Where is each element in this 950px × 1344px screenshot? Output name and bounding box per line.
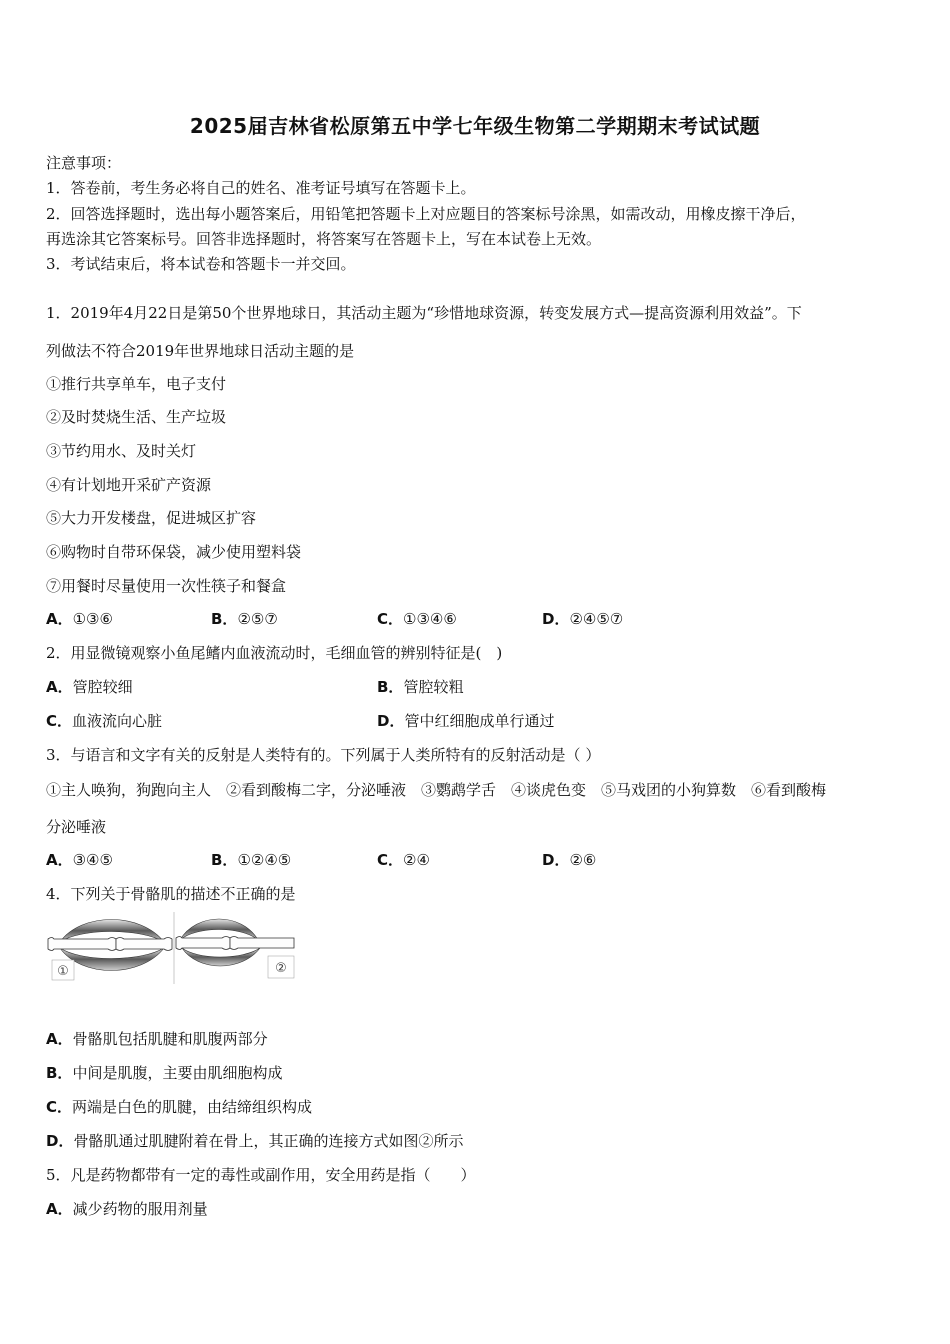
option-letter: A． xyxy=(46,1200,73,1218)
q3-stem: 3．与语言和文字有关的反射是人类特有的。下列属于人类所特有的反射活动是（ ） xyxy=(46,746,601,764)
option-text: 血液流向心脏 xyxy=(72,712,163,730)
q3-items-line2: 分泌唾液 xyxy=(46,818,107,836)
figure-label-2: ② xyxy=(275,961,287,976)
option-text: ①②④⑤ xyxy=(237,851,292,869)
figure-panel-2 xyxy=(176,919,294,978)
option-letter: D． xyxy=(542,851,570,869)
q1-item: ④有计划地开采矿产资源 xyxy=(46,476,212,494)
q1-item: ②及时焚烧生活、生产垃圾 xyxy=(46,408,227,426)
notice-item: 3．考试结束后，将本试卷和答题卡一并交回。 xyxy=(46,255,356,273)
option-letter: A． xyxy=(46,851,73,869)
q2-option-b[interactable] xyxy=(377,676,463,697)
q1-item: ③节约用水、及时关灯 xyxy=(46,442,197,460)
q1-option-c[interactable] xyxy=(377,608,457,629)
q3-option-c[interactable] xyxy=(377,849,430,870)
q5-stem: 5．凡是药物都带有一定的毒性或副作用，安全用药是指（ ） xyxy=(46,1166,476,1184)
page-title: 2025届吉林省松原第五中学七年级生物第二学期期末考试试题 xyxy=(189,114,761,138)
option-text: 骨骼肌通过肌腱附着在骨上，其正确的连接方式如图②所示 xyxy=(73,1132,464,1150)
option-text: ②⑤⑦ xyxy=(237,610,278,628)
figure-panel-1 xyxy=(48,920,172,981)
option-text: 中间是肌腹，主要由肌细胞构成 xyxy=(72,1064,283,1082)
muscle-bone-figure xyxy=(46,912,298,984)
option-letter: D． xyxy=(377,712,405,730)
q3-option-d[interactable] xyxy=(542,849,596,870)
q4-option-c[interactable] xyxy=(46,1096,312,1117)
q1-option-d[interactable] xyxy=(542,608,623,629)
notice-item: 2．回答选择题时，选出每小题答案后，用铅笔把答题卡上对应题目的答案标号涂黑，如需改动，用橡皮擦干净后， xyxy=(46,205,806,223)
option-letter: A． xyxy=(46,610,73,628)
option-letter: B． xyxy=(211,851,238,869)
option-text: ②⑥ xyxy=(569,851,597,869)
q4-stem: 4．下列关于骨骼肌的描述不正确的是 xyxy=(46,885,296,903)
q1-item: ⑥购物时自带环保袋，减少使用塑料袋 xyxy=(46,543,302,561)
option-letter: D． xyxy=(542,610,570,628)
q5-option-a[interactable] xyxy=(46,1198,208,1219)
option-letter: A． xyxy=(46,1030,73,1048)
q1-item: ⑦用餐时尽量使用一次性筷子和餐盒 xyxy=(46,577,287,595)
notice-item: 1．答卷前，考生务必将自己的姓名、准考证号填写在答题卡上。 xyxy=(46,179,476,197)
option-letter: C． xyxy=(377,610,404,628)
option-text: ③④⑤ xyxy=(72,851,113,869)
q1-stem-line1: 1．2019年4月22日是第50个世界地球日，其活动主题为“珍惜地球资源，转变发展方式—提高资源利用效益”。下 xyxy=(46,304,802,322)
option-text: 减少药物的服用剂量 xyxy=(72,1200,208,1218)
notice-item: 再选涂其它答案标号。回答非选择题时，将答案写在答题卡上，写在本试卷上无效。 xyxy=(46,230,602,248)
option-letter: C． xyxy=(377,851,404,869)
option-text: ①③④⑥ xyxy=(403,610,457,628)
q1-stem-line2: 列做法不符合2019年世界地球日活动主题的是 xyxy=(46,342,355,360)
option-text: 管腔较细 xyxy=(72,678,133,696)
option-letter: D． xyxy=(46,1132,74,1150)
option-letter: B． xyxy=(46,1064,73,1082)
figure-label-1: ① xyxy=(57,964,69,979)
option-letter: C． xyxy=(46,1098,73,1116)
option-text: 骨骼肌包括肌腱和肌腹两部分 xyxy=(72,1030,268,1048)
q1-item: ⑤大力开发楼盘，促进城区扩容 xyxy=(46,509,257,527)
option-text: ②④ xyxy=(403,851,430,869)
q1-item: ①推行共享单车，电子支付 xyxy=(46,375,227,393)
option-text: 两端是白色的肌腱，由结缔组织构成 xyxy=(72,1098,313,1116)
option-text: ②④⑤⑦ xyxy=(569,610,624,628)
option-letter: B． xyxy=(211,610,238,628)
q4-option-d[interactable] xyxy=(46,1130,463,1151)
q2-option-a[interactable] xyxy=(46,676,133,697)
option-text: 管腔较粗 xyxy=(403,678,464,696)
option-letter: C． xyxy=(46,712,73,730)
q3-items-line1: ①主人唤狗，狗跑向主人 ②看到酸梅二字，分泌唾液 ③鹦鹉学舌 ④谈虎色变 ⑤马戏团的小狗算数 ⑥看到酸梅 xyxy=(46,781,827,799)
option-text: ①③⑥ xyxy=(72,610,113,628)
q2-stem: 2．用显微镜观察小鱼尾鳍内血液流动时，毛细血管的辨别特征是( ) xyxy=(46,644,503,662)
notice-heading: 注意事项： xyxy=(46,154,122,172)
q4-option-b[interactable] xyxy=(46,1062,282,1083)
q1-option-a[interactable] xyxy=(46,608,113,629)
option-letter: B． xyxy=(377,678,404,696)
q2-option-c[interactable] xyxy=(46,710,162,731)
q3-option-a[interactable] xyxy=(46,849,113,870)
option-text: 管中红细胞成单行通过 xyxy=(404,712,555,730)
q3-option-b[interactable] xyxy=(211,849,291,870)
option-letter: A． xyxy=(46,678,73,696)
q2-option-d[interactable] xyxy=(377,710,554,731)
q1-option-b[interactable] xyxy=(211,608,278,629)
q4-option-a[interactable] xyxy=(46,1028,268,1049)
